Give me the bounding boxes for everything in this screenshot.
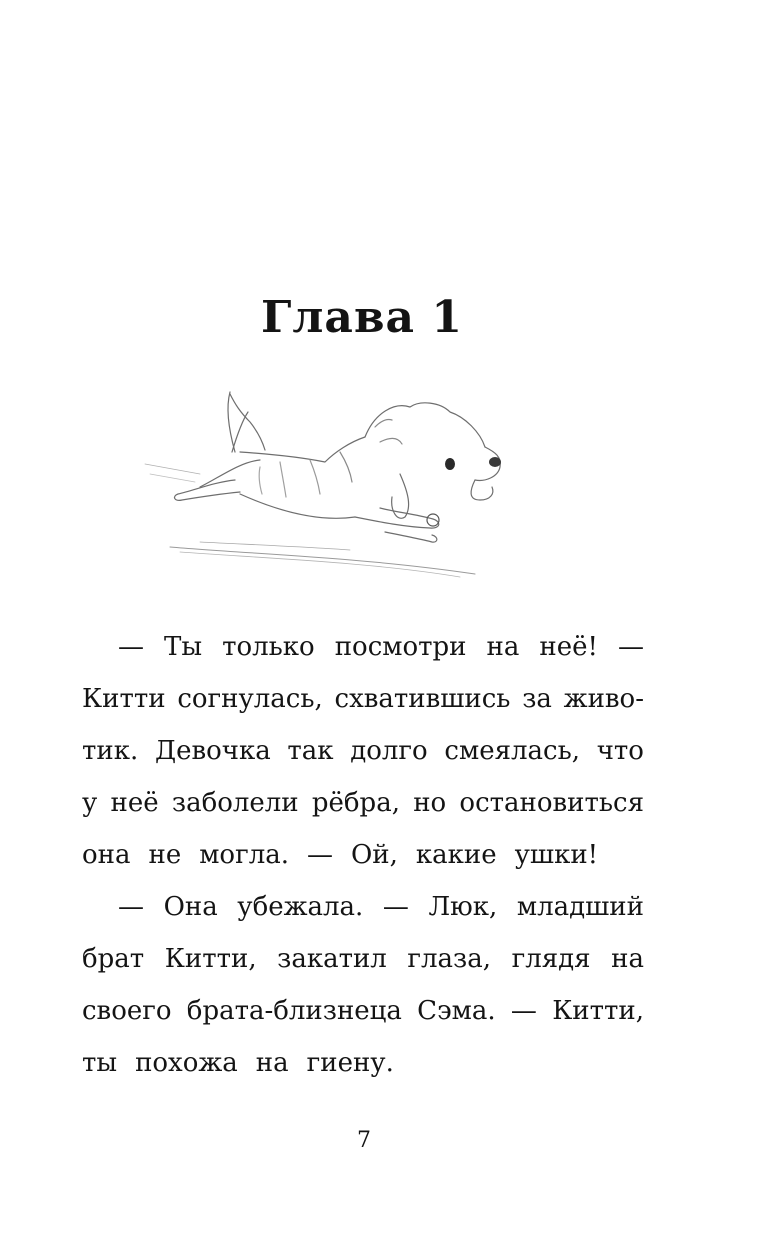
text-word: Китти, xyxy=(164,944,257,974)
running-dog-illustration xyxy=(140,382,510,587)
text-word: у xyxy=(82,788,98,818)
text-word: брат xyxy=(82,944,145,974)
text-word: Девочка xyxy=(154,736,271,766)
text-word: — xyxy=(382,892,409,922)
text-word: только xyxy=(222,632,315,662)
text-word: рёбра, xyxy=(311,788,400,818)
text-line xyxy=(82,673,644,725)
text-word: какие xyxy=(415,840,497,870)
text-word: Она xyxy=(163,892,218,922)
text-word: но xyxy=(413,788,447,818)
text-line xyxy=(82,881,644,933)
text-word: схватившись xyxy=(334,684,511,714)
text-word: согнулась, xyxy=(177,684,323,714)
text-word: Ты xyxy=(164,632,203,662)
text-line xyxy=(82,829,644,881)
chapter-title: Глава 1 xyxy=(261,292,463,343)
text-word: Сэма. xyxy=(417,996,496,1026)
text-word: ты xyxy=(82,1048,118,1078)
text-word: могла. xyxy=(199,840,289,870)
text-word: живо- xyxy=(563,684,644,714)
text-word: на xyxy=(611,944,644,974)
text-word: смеялась, xyxy=(444,736,580,766)
text-word: убежала. xyxy=(237,892,364,922)
text-line xyxy=(82,985,644,1037)
text-word: не xyxy=(148,840,182,870)
text-word: она xyxy=(82,840,131,870)
text-word: Люк, xyxy=(428,892,498,922)
text-word: ушки! xyxy=(514,840,599,870)
text-word: глядя xyxy=(511,944,591,974)
text-word: закатил xyxy=(277,944,387,974)
text-word: тик. xyxy=(82,736,139,766)
text-word: так xyxy=(287,736,334,766)
text-line xyxy=(82,1037,644,1089)
text-word: заболели xyxy=(171,788,299,818)
text-line xyxy=(82,725,644,777)
text-word: — xyxy=(118,892,144,922)
text-word: на xyxy=(486,632,520,662)
text-word: за xyxy=(522,684,552,714)
text-word: — xyxy=(306,840,333,870)
text-word: — xyxy=(510,996,537,1026)
text-word: Ой, xyxy=(350,840,398,870)
text-word: гиену. xyxy=(306,1048,394,1078)
page-number: 7 xyxy=(357,1128,371,1153)
text-word: Китти, xyxy=(552,996,644,1026)
text-word: — xyxy=(617,632,644,662)
text-word: остановиться xyxy=(459,788,644,818)
text-line xyxy=(82,621,644,673)
text-word: — xyxy=(118,632,144,662)
text-word: младший xyxy=(516,892,644,922)
text-word: своего xyxy=(82,996,172,1026)
text-line xyxy=(82,777,644,829)
text-word: брата-близнеца xyxy=(186,996,402,1026)
text-word: что xyxy=(596,736,644,766)
text-word: Китти xyxy=(82,684,166,714)
chapter-text xyxy=(82,621,644,1089)
text-word: похожа xyxy=(135,1048,238,1078)
text-word: посмотри xyxy=(334,632,467,662)
text-word: долго xyxy=(350,736,428,766)
text-word: глаза, xyxy=(407,944,491,974)
text-word: неё xyxy=(110,788,159,818)
text-line xyxy=(82,933,644,985)
text-word: неё! xyxy=(539,632,598,662)
text-word: на xyxy=(255,1048,289,1078)
